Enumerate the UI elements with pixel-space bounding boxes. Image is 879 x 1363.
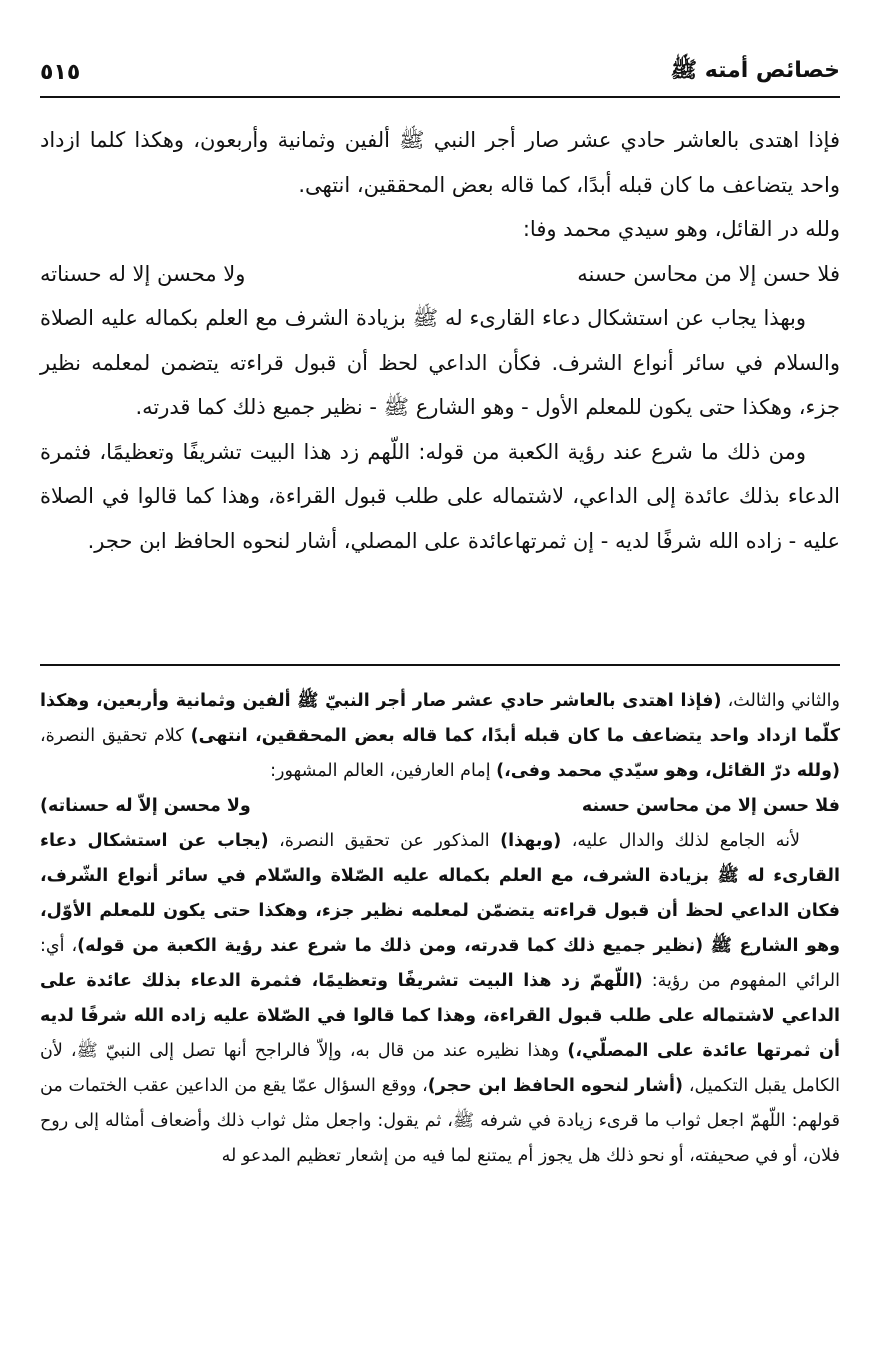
commentary-text-span: والثاني والثالث، bbox=[721, 691, 840, 711]
verse-second-hemistich: ولا محسن إلا له حسناته bbox=[40, 261, 246, 286]
quoted-matn: (فإذا اهتدى بالعاشر حادي عشر صار أجر النبيّ ﷺ ألفين وثمانية وأربعين، وهكذا كلّما ازداد واحد يتضاعف ما كان قبله أبدًا، كما قاله بعض المحققين، انتهى) bbox=[40, 691, 840, 746]
commentary-verse bbox=[40, 789, 840, 824]
verse-first-hemistich: فلا حسن إلا من محاسن حسنه bbox=[577, 261, 840, 286]
commentary-paragraph bbox=[40, 684, 840, 789]
quoted-matn: (اللّهمّ زد هذا البيت تشريفًا وتعظيمًا، فثمرة الدعاء بذلك عائدة على الداعي لاشتماله على طلب قبول القراءة، وهذا كما قالوا في الصّلاة عليه زاده الله شرفًا لديه أن ثمرتها عائدة على المصلّي،) bbox=[40, 971, 840, 1061]
commentary-divider bbox=[40, 664, 840, 666]
verse-second-hemistich: ولا محسن إلاّ له حسناته) bbox=[40, 796, 251, 816]
commentary-paragraph bbox=[40, 824, 840, 1174]
verse-first-hemistich: فلا حسن إلا من محاسن حسنه bbox=[581, 796, 840, 816]
commentary-text-span: إمام العارفين، العالم المشهور: bbox=[270, 761, 497, 781]
main-paragraph: وبهذا يجاب عن استشكال دعاء القارىء له ﷺ بزيادة الشرف مع العلم بكماله عليه الصلاة والسلام في سائر أنواع الشرف. فكأن الداعي لحظ أن قبول قراءته يتضمن لمعلمه نظير جزء، وهكذا حتى يكون للمعلم الأول - وهو الشارع ﷺ - نظير جميع ذلك كما قدرته. bbox=[40, 306, 840, 419]
main-paragraph: فإذا اهتدى بالعاشر حادي عشر صار أجر النبي ﷺ ألفين وثمانية وأربعون، وهكذا كلما ازداد واحد يتضاعف ما كان قبله أبدًا، كما قاله بعض المحققين، انتهى. bbox=[40, 128, 840, 197]
page-header bbox=[40, 52, 840, 92]
commentary-text bbox=[40, 684, 840, 1174]
commentary-text-span: ، أي: الرائي المفهوم من رؤية: bbox=[40, 936, 840, 991]
quoted-matn: (أشار لنحوه الحافظ ابن حجر) bbox=[427, 1076, 684, 1096]
running-title: خصائص أمته ﷺ bbox=[670, 58, 840, 83]
header-rule bbox=[40, 96, 840, 98]
commentary-text-span: المذكور عن تحقيق النصرة، bbox=[268, 831, 501, 851]
commentary-text-span: لأنه الجامع لذلك والدال عليه، bbox=[561, 831, 800, 851]
commentary-text-span: وهذا نظيره عند من قال به، وإلاّ فالراجح أنها تصل إلى النبيّ ﷺ، لأن الكامل يقبل التكميل، bbox=[40, 1041, 840, 1096]
quoted-matn: (وبهذا) bbox=[500, 831, 562, 851]
quoted-matn: (ولله درّ القائل، وهو سيّدي محمد وفى،) bbox=[496, 761, 840, 781]
main-paragraph: ولله در القائل، وهو سيدي محمد وفا: bbox=[522, 217, 840, 241]
commentary-text-span: كلام تحقيق النصرة، bbox=[40, 726, 191, 746]
commentary-text-span: ، ووقع السؤال عمّا يقع من الداعين عقب الختمات من قولهم: اللّهمّ اجعل ثواب ما قرىء زيادة في شرفه ﷺ، ثم يقول: واجعل مثل ثواب ذلك وأضعاف أمثاله إلى روح فلان، أو في صحيفته، أو نحو ذلك هل يجوز أم يمتنع لما فيه من إشعار تعظيم المدعو له bbox=[40, 1076, 840, 1166]
page-number: ٥١٥ bbox=[40, 59, 81, 85]
poem-verse bbox=[40, 252, 840, 297]
quoted-matn: (يجاب عن استشكال دعاء القارىء له ﷺ بزيادة الشرف، مع العلم بكماله عليه الصّلاة والسّلام في سائر أنواع الشّرف، فكان الداعي لحظ أن قبول قراءته يتضمّن لمعلمه نظير جزء، وهكذا حتى يكون للمعلم الأوّل، وهو الشارع ﷺ (نظير جميع ذلك كما قدرته، ومن ذلك ما شرع عند رؤية الكعبة من قوله) bbox=[40, 831, 841, 956]
main-paragraph: ومن ذلك ما شرع عند رؤية الكعبة من قوله: اللّهم زد هذا البيت تشريفًا وتعظيمًا، فثمرة الدعاء بذلك عائدة إلى الداعي، لاشتماله على طلب قبول القراءة، وهذا كما قالوا في الصلاة عليه - زاده الله شرفًا لديه - إن ثمرتهاعائدة على المصلي، أشار لنحوه الحافظ ابن حجر. bbox=[40, 439, 840, 553]
main-text bbox=[40, 118, 840, 563]
